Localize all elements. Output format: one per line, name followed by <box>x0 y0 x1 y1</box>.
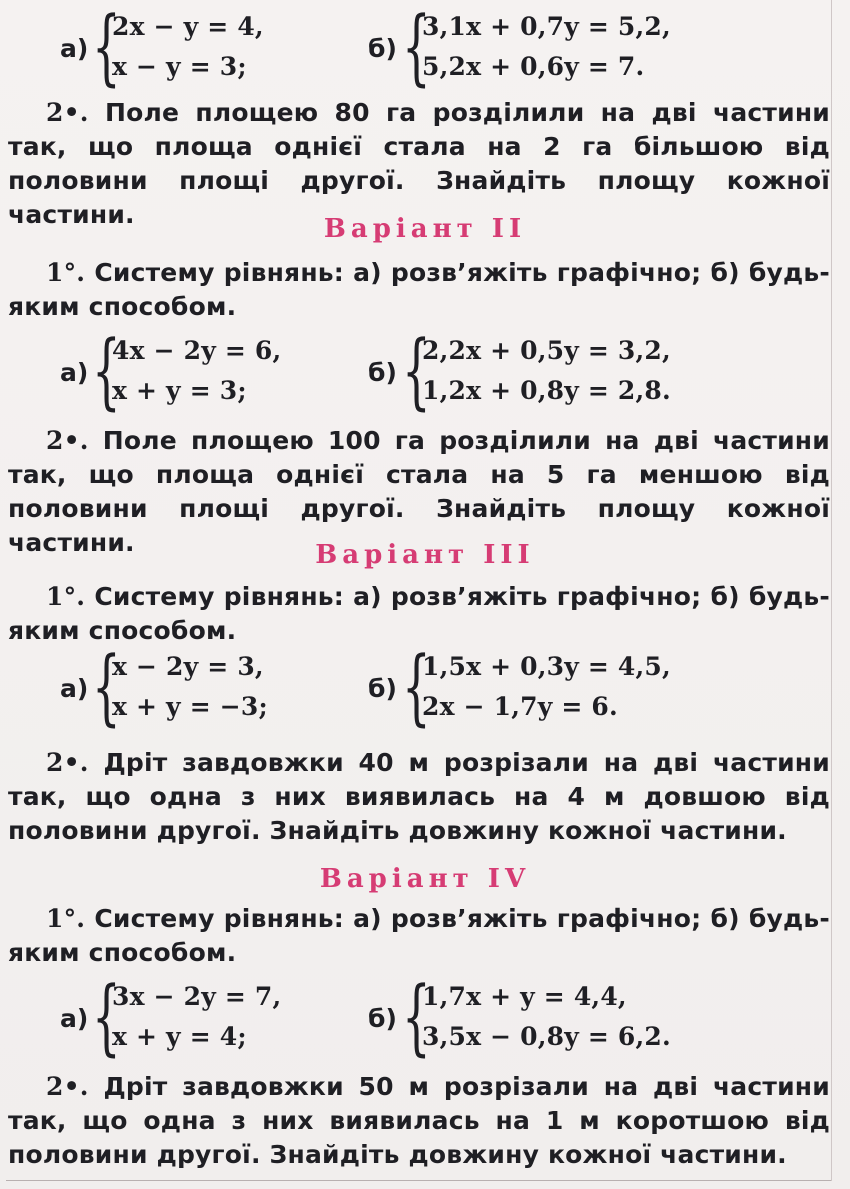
v1-sys-a-eq2: x − y = 3; <box>112 52 247 81</box>
v2-sys-b-eq2: 1,2x + 0,8y = 2,8. <box>422 376 671 405</box>
v3-task2-number: 2•. <box>46 748 89 777</box>
v3-task1-text: Систему рівнянь: а) розв’яжіть графічно; б) будь-яким способом. <box>8 582 830 645</box>
v3-task1 <box>8 580 830 648</box>
v1-sys-b-eq2: 5,2x + 0,6y = 7. <box>422 52 645 81</box>
v2-sys-a-label: а) <box>60 358 89 387</box>
v3-sys-b-eq2: 2x − 1,7y = 6. <box>422 692 618 721</box>
v2-task1-number: 1°. <box>46 258 86 287</box>
v1-task2-number: 2•. <box>46 98 89 127</box>
v4-systems <box>0 970 850 1065</box>
brace-icon: { <box>402 640 431 735</box>
v3-systems <box>0 640 850 735</box>
brace-icon: { <box>92 324 121 419</box>
v2-sys-b-label: б) <box>368 358 397 387</box>
v3-heading: Варіант III <box>315 540 535 570</box>
v3-task1-number: 1°. <box>46 582 86 611</box>
v4-task2 <box>8 1070 830 1172</box>
v3-task2-text: Дріт завдовжки 40 м розрізали на дві частини так, що одна з них виявилась на 4 м довшою від половини другої. Знайдіть довжину кожної частини. <box>8 748 830 845</box>
v3-sys-b-eq1: 1,5x + 0,3y = 4,5, <box>422 652 671 681</box>
v2-task2-text: Поле площею 100 га розділили на дві частини так, що площа однієї стала на 5 га меншою від половини площі другої. Знайдіть площу кожної частини. <box>8 426 831 557</box>
v4-task1 <box>8 902 830 970</box>
page-frame-bottom <box>6 1180 832 1181</box>
v2-sys-a-eq1: 4x − 2y = 6, <box>112 336 282 365</box>
v4-sys-b-label: б) <box>368 1004 397 1033</box>
brace-icon: { <box>402 324 431 419</box>
brace-icon: { <box>92 970 121 1065</box>
brace-icon: { <box>402 0 431 95</box>
brace-icon: { <box>92 640 121 735</box>
v2-sys-b-eq1: 2,2x + 0,5y = 3,2, <box>422 336 671 365</box>
v1-task2-text: Поле площею 80 га розділили на дві частини так, що площа однієї стала на 2 га більшою від половини площі другої. Знайдіть площу кожної частини. <box>8 98 831 229</box>
v2-heading: Варіант II <box>323 214 527 244</box>
v4-sys-b-eq1: 1,7x + y = 4,4, <box>422 982 627 1011</box>
v2-sys-a-eq2: x + y = 3; <box>112 376 247 405</box>
v4-heading: Варіант IV <box>319 864 531 894</box>
page-frame-right <box>831 0 832 1181</box>
v1-sys-a-label: а) <box>60 34 89 63</box>
v4-task1-text: Систему рівнянь: а) розв’яжіть графічно; б) будь-яким способом. <box>8 904 830 967</box>
v4-sys-a-eq1: 3x − 2y = 7, <box>112 982 282 1011</box>
v3-task2 <box>8 746 830 848</box>
v4-task2-text: Дріт завдовжки 50 м розрізали на дві частини так, що одна з них виявилась на 1 м коротшою від половини другої. Знайдіть довжину кожної частини. <box>8 1072 830 1169</box>
v3-sys-a-label: а) <box>60 674 89 703</box>
v1-sys-b-eq1: 3,1x + 0,7y = 5,2, <box>422 12 671 41</box>
brace-icon: { <box>92 0 121 95</box>
v2-systems <box>0 324 850 419</box>
v4-sys-a-eq2: x + y = 4; <box>112 1022 247 1051</box>
v4-task2-number: 2•. <box>46 1072 89 1101</box>
v1-task2 <box>8 96 830 232</box>
v4-sys-a-label: а) <box>60 1004 89 1033</box>
v3-sys-b-label: б) <box>368 674 397 703</box>
v3-sys-a-eq2: x + y = −3; <box>112 692 268 721</box>
v4-task1-number: 1°. <box>46 904 86 933</box>
v4-sys-b-eq2: 3,5x − 0,8y = 6,2. <box>422 1022 671 1051</box>
v1-sys-a-eq1: 2x − y = 4, <box>112 12 264 41</box>
v2-task1-text: Систему рівнянь: а) розв’яжіть графічно; б) будь-яким способом. <box>8 258 830 321</box>
v2-task1 <box>8 256 830 324</box>
v1-sys-b-label: б) <box>368 34 397 63</box>
v3-sys-a-eq1: x − 2y = 3, <box>112 652 264 681</box>
v1-systems <box>0 0 850 95</box>
brace-icon: { <box>402 970 431 1065</box>
v2-task2-number: 2•. <box>46 426 89 455</box>
